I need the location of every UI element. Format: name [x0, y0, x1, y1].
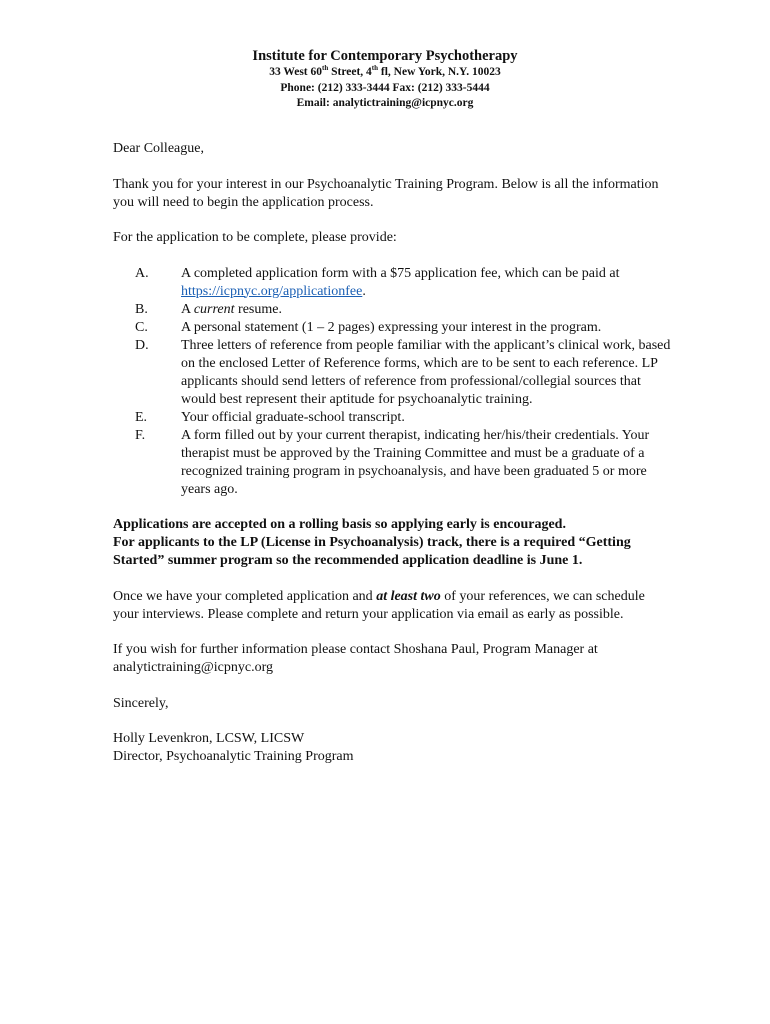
institute-phone: Phone: (212) 333-3444 Fax: (212) 333-5444 — [280, 81, 490, 94]
list-marker: F. — [135, 427, 146, 443]
letter-body — [113, 140, 673, 766]
list-item-text: . — [362, 283, 366, 299]
application-fee-link[interactable]: https://icpnyc.org/applicationfee — [181, 283, 363, 299]
list-item — [113, 301, 673, 319]
signature-block — [113, 730, 673, 766]
provide-lead: For the application to be complete, please provide: — [113, 230, 397, 245]
institute-title: Institute for Contemporary Psychotherapy — [252, 48, 518, 64]
list-marker: D. — [135, 337, 149, 353]
lp-deadline-notice: For applicants to the LP (License in Psychoanalysis) track, there is a required “Getting Started” summer program so the recommended application deadline is June 1. — [113, 535, 631, 568]
interview-text: Once we have your completed application and — [113, 588, 377, 604]
requirements-list — [113, 265, 673, 499]
list-item-text: A personal statement (1 – 2 pages) expressing your interest in the program. — [181, 319, 602, 335]
list-item-text: A form filled out by your current therapist, indicating her/his/their credentials. Your therapist must be approved by the Training Committee and must be a graduate of a recognized training program in psychoanalysis, and have been graduated 5 or more years ago. — [181, 427, 650, 497]
list-marker: C. — [135, 319, 148, 335]
list-item — [113, 337, 673, 409]
signer-name: Holly Levenkron, LCSW, LICSW — [113, 731, 305, 746]
list-item — [113, 427, 673, 499]
address-ordinal: th — [371, 64, 379, 73]
list-marker: A. — [135, 265, 149, 281]
institute-address — [0, 65, 770, 81]
salutation: Dear Colleague, — [113, 141, 204, 156]
rolling-basis-notice: Applications are accepted on a rolling basis so applying early is encouraged. — [113, 517, 566, 532]
list-item-text: Your official graduate-school transcript. — [181, 409, 405, 425]
list-item — [113, 265, 673, 301]
intro-paragraph: Thank you for your interest in our Psychoanalytic Training Program. Below is all the information you will need to begin the application process. — [113, 176, 659, 210]
address-part: fl, New York, N.Y. 10023 — [378, 66, 501, 78]
contact-paragraph: If you wish for further information please contact Shoshana Paul, Program Manager at analytictraining@icpnyc.org — [113, 642, 598, 675]
list-item — [113, 319, 673, 337]
list-item-text: A — [181, 301, 194, 317]
address-ordinal: th — [322, 64, 329, 73]
list-item-text: Three letters of reference from people familiar with the applicant’s clinical work, based on the enclosed Letter of Reference forms, which are to be sent to each reference. LP applicants should send letters of reference from professional/collegial sources that would best represent their aptitude for psychoanalytic training. — [181, 337, 671, 407]
signer-title: Director, Psychoanalytic Training Program — [113, 749, 354, 764]
emphasis: current — [193, 301, 235, 317]
address-part: 33 West 60 — [269, 66, 323, 78]
list-item-text: A completed application form with a $75 application fee, which can be paid at — [181, 265, 620, 281]
interview-paragraph — [113, 588, 673, 624]
institute-email: Email: analytictraining@icpnyc.org — [296, 97, 474, 109]
letterhead — [0, 47, 770, 112]
list-marker: B. — [135, 301, 148, 317]
address-part: Street, 4 — [328, 66, 372, 78]
closing: Sincerely, — [113, 695, 169, 711]
list-marker: E. — [135, 409, 148, 425]
interview-text: of your references, we can schedule your interviews. Please complete and return your application via email as early as possible. — [113, 588, 645, 622]
list-item — [113, 409, 673, 427]
list-item-text: resume. — [234, 301, 282, 317]
emphasis: at least two — [376, 588, 441, 604]
